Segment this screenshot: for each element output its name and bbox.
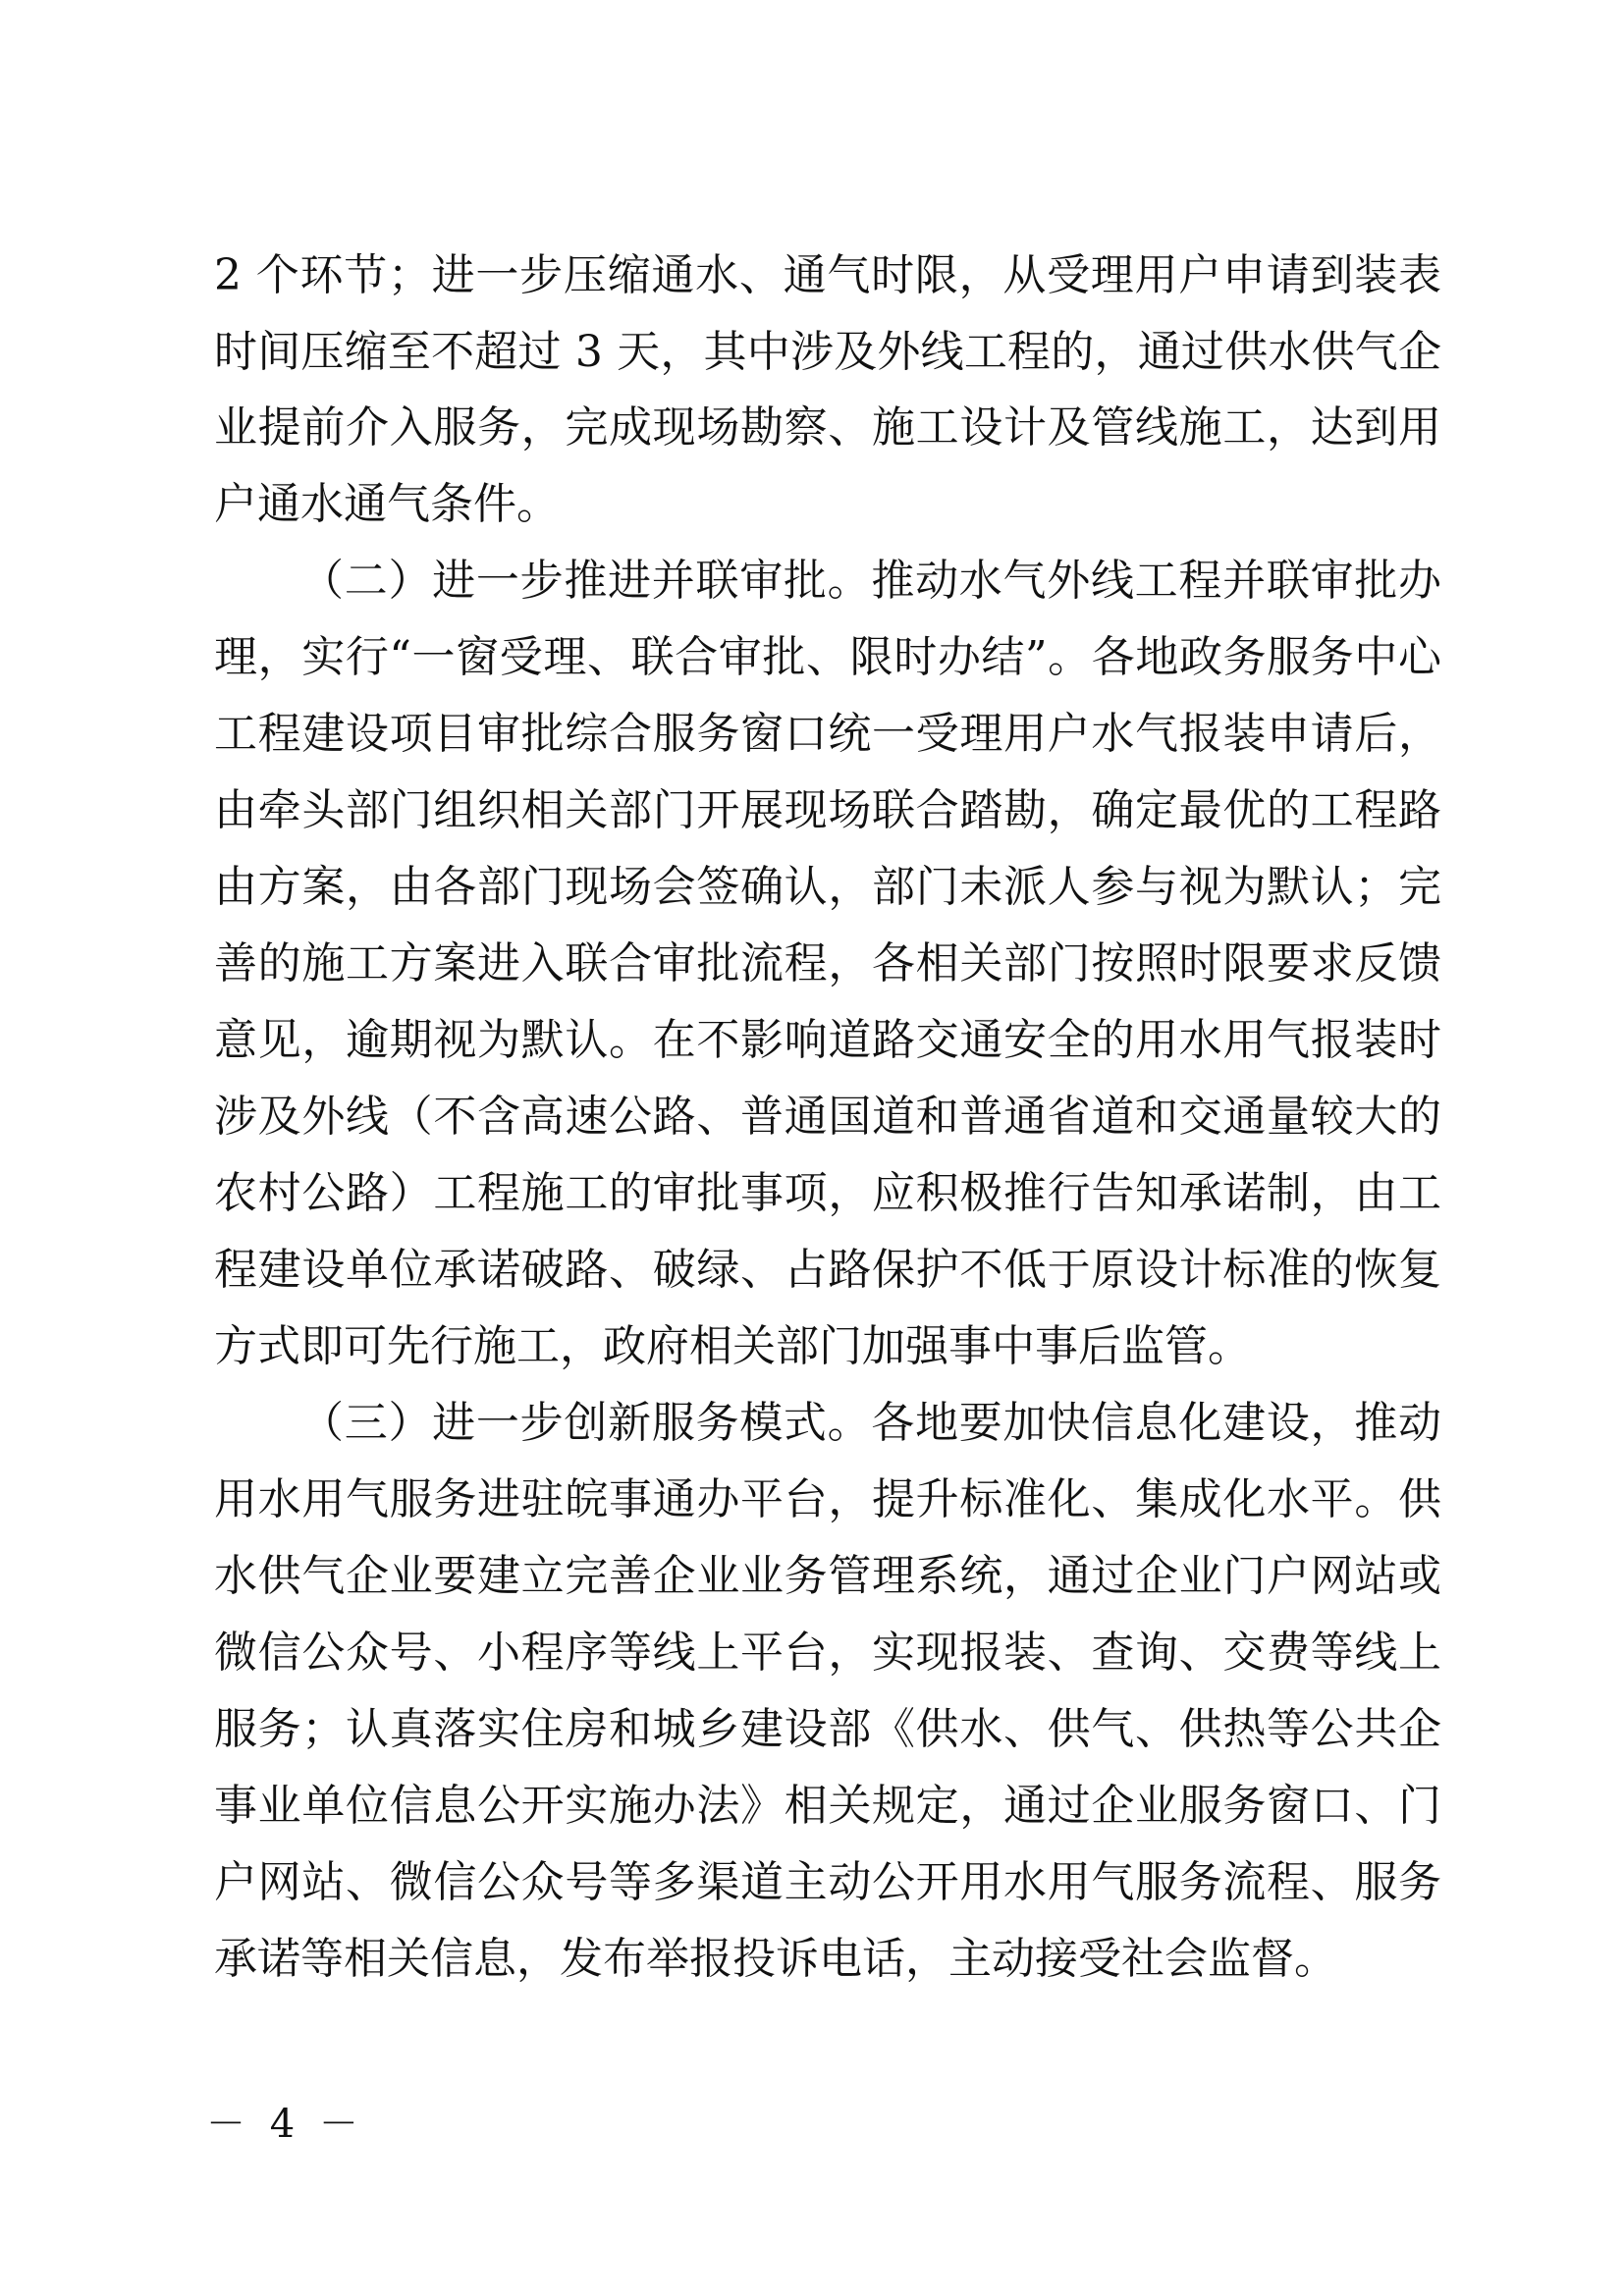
page-number: － 4 － <box>206 2102 364 2147</box>
text-line-13: 农村公路）工程施工的审批事项，应积极推行告知承诺制，由工 <box>214 1168 1441 1218</box>
text-line-12: 涉及外线（不含高速公路、普通国道和普通省道和交通量较大的 <box>214 1092 1441 1142</box>
text-line-14: 程建设单位承诺破路、破绿、占路保护不低于原设计标准的恢复 <box>214 1245 1441 1295</box>
text-line-1: 2 个环节；进一步压缩通水、通气时限，从受理用户申请到装表 <box>214 250 1441 300</box>
text-line-19: 微信公众号、小程序等线上平台，实现报装、查询、交费等线上 <box>214 1628 1441 1678</box>
text-line-18: 水供气企业要建立完善企业业务管理系统，通过企业门户网站或 <box>214 1551 1441 1601</box>
text-line-2: 时间压缩至不超过 3 天，其中涉及外线工程的，通过供水供气企 <box>214 327 1441 377</box>
text-line-21: 事业单位信息公开实施办法》相关规定，通过企业服务窗口、门 <box>214 1781 1441 1831</box>
text-line-23: 承诺等相关信息，发布举报投诉电话，主动接受社会监督。 <box>214 1934 1337 1984</box>
text-line-4: 户通水通气条件。 <box>214 479 560 529</box>
text-line-6: 理，实行“一窗受理、联合审批、限时办结”。各地政务服务中心 <box>214 632 1441 682</box>
section-two-heading-line: （二）进一步推进并联审批。推动水气外线工程并联审批办 <box>300 556 1441 606</box>
text-line-8: 由牵头部门组织相关部门开展现场联合踏勘，确定最优的工程路 <box>214 785 1441 835</box>
text-line-9: 由方案，由各部门现场会签确认，部门未派人参与视为默认；完 <box>214 862 1441 912</box>
text-line-10: 善的施工方案进入联合审批流程，各相关部门按照时限要求反馈 <box>214 938 1441 988</box>
section-three-heading-line: （三）进一步创新服务模式。各地要加快信息化建设，推动 <box>300 1398 1441 1448</box>
text-line-17: 用水用气服务进驻皖事通办平台，提升标准化、集成化水平。供 <box>214 1474 1441 1524</box>
text-line-7: 工程建设项目审批综合服务窗口统一受理用户水气报装申请后， <box>214 709 1441 759</box>
text-line-15: 方式即可先行施工，政府相关部门加强事中事后监管。 <box>214 1321 1251 1371</box>
text-line-20: 服务；认真落实住房和城乡建设部《供水、供气、供热等公共企 <box>214 1704 1441 1754</box>
text-line-22: 户网站、微信公众号等多渠道主动公开用水用气服务流程、服务 <box>214 1857 1441 1907</box>
text-line-3: 业提前介入服务，完成现场勘察、施工设计及管线施工，达到用 <box>214 402 1441 453</box>
text-line-11: 意见，逾期视为默认。在不影响道路交通安全的用水用气报装时 <box>214 1015 1441 1065</box>
